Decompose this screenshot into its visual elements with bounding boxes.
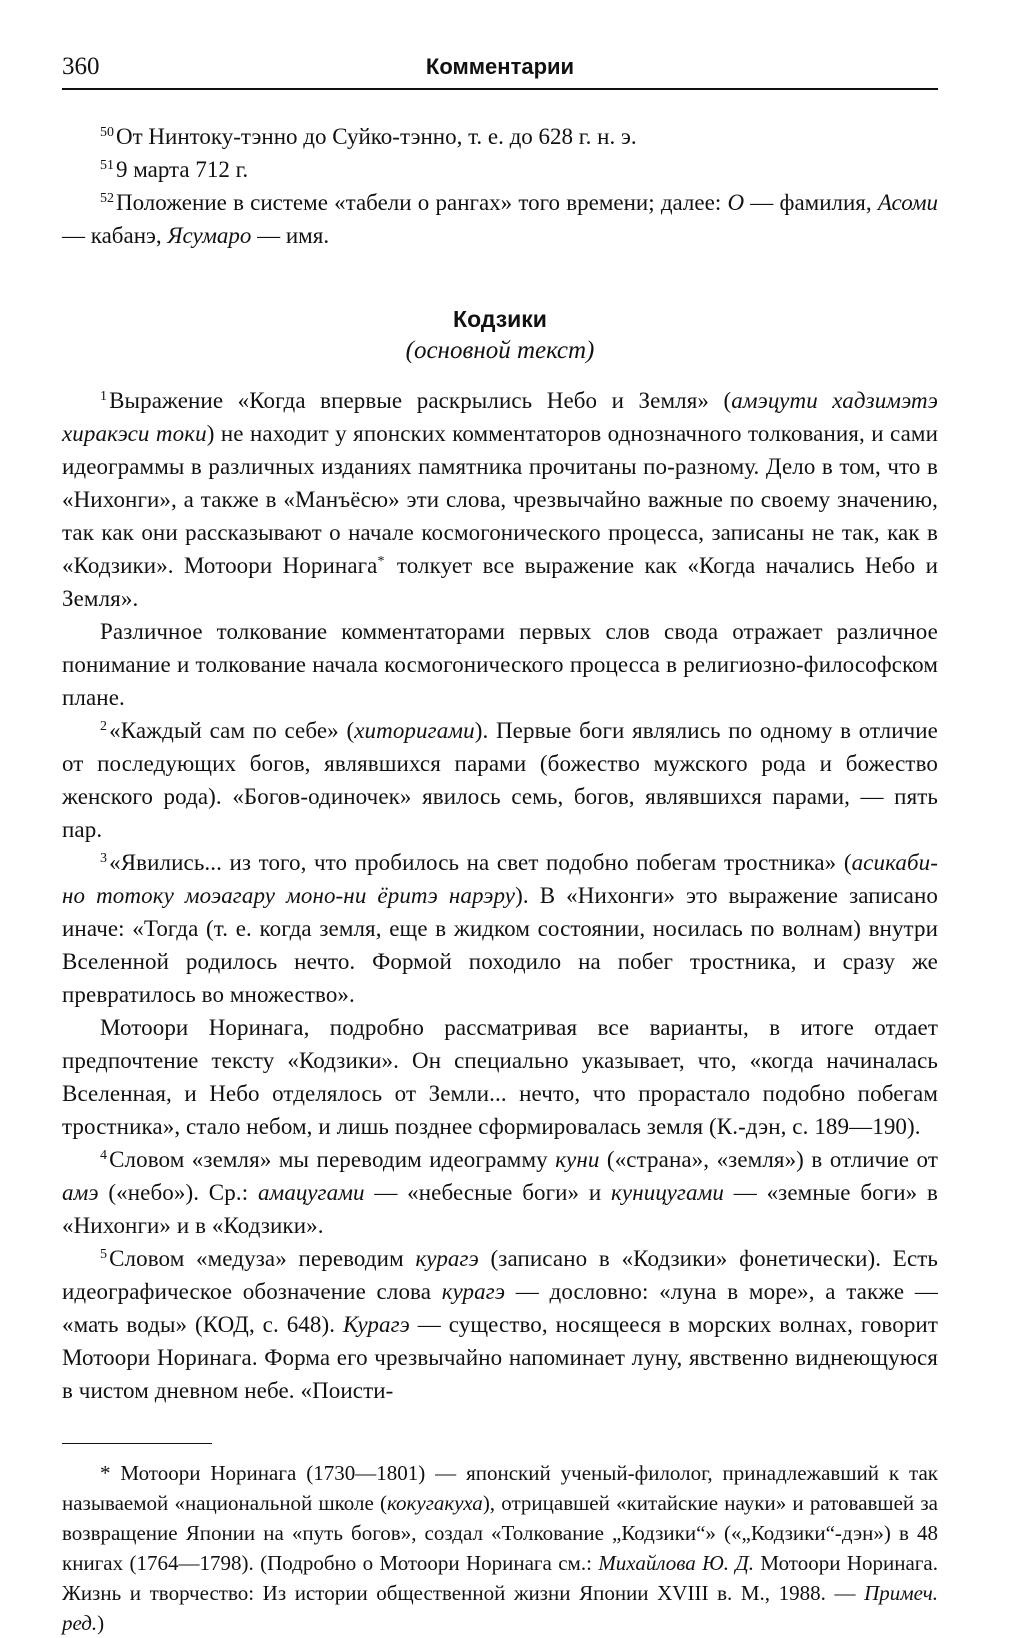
comment-4: $^4$Словом «земля» мы переводим идеограмму куни («страна», «земля») в отличие от амэ («небо»). Ср.: амацугами — «небесные боги» и куницугами — «земные боги» в «Нихонги» и в «Кодзики». xyxy=(62,1147,938,1238)
footnote-divider xyxy=(62,1443,212,1444)
note-52: $^{52}$Положение в системе «табели о рангах» того времени; далее: О — фамилия, Асоми — кабанэ, Ясумаро — имя. xyxy=(62,190,938,248)
note-51: $^{51}$9 марта 712 г. xyxy=(100,157,249,182)
comment-2: $^2$«Каждый сам по себе» (хиторигами). Первые боги являлись по одному в отличие от последующих богов, являвшихся парами (божество мужского рода и божество женского рода). «Богов-одиночек» явилось семь, богов, являвшихся парами, — пять пар. xyxy=(62,718,938,842)
footnote-marker: * xyxy=(377,554,385,569)
comment-5: $^5$Словом «медуза» переводим курагэ (записано в «Кодзики» фонетически). Есть идеографическое обозначение слова курагэ — дословно: «луна в море», а также — «мать воды» (КОД, с. 648). Курагэ — существо, носящееся в морских волнах, говорит Мотоори Норинага. Форма его чрезвычайно напоминает луну, явственно виднеющуюся в чистом дневном небе. «Поисти- xyxy=(62,1246,939,1403)
section-subtitle: (основной текст) xyxy=(405,337,595,364)
running-header xyxy=(62,48,938,90)
page-number: 360 xyxy=(62,53,100,80)
comment-3-continued: Мотоори Норинага, подробно рассматривая все варианты, в итоге отдает предпочтение тексту «Кодзики». Он специально указывает, что, «когда начиналась Вселенная, и Небо отделялось от Земли... нечто, что прорастало подобно побегам тростника», стало небом, и лишь позднее сформировалась земля (К.-дэн, с. 189—190). xyxy=(62,1015,938,1139)
note-50: $^{50}$От Нинтоку-тэнно до Суйко-тэнно, т. е. до 628 г. н. э. xyxy=(100,124,637,149)
comment-1-continued: Различное толкование комментаторами первых слов свода отражает различное понимание и толкование начала космогонического процесса в религиозно-философском плане. xyxy=(62,619,938,710)
continued-notes xyxy=(62,120,938,252)
section-title: Кодзики xyxy=(453,306,547,332)
running-title: Комментарии xyxy=(425,54,575,79)
comment-1: $^1$Выражение «Когда впервые раскрылись Небо и Земля» (амэцути хадзимэтэ хиракэси токи) не находит у японских комментаторов однозначного толкования, и сами идеограммы в различных изданиях памятника прочитаны по-разному. Дело в том, что в «Нихонги», а также в «Манъёсю» эти слова, чрезвычайно важные по своему значению, так как они рассказывают о начале космогонического процесса, записаны не так, как в «Кодзики». Мотоори Норинага* толкует все выражение как «Когда начались Небо и Земля». xyxy=(62,388,938,611)
commentary-body xyxy=(62,384,938,1407)
footnote xyxy=(62,1458,938,1638)
footnote-text: * Мотоори Норинага (1730—1801) — японский ученый-филолог, принадлежавший к так называемой «национальной школе (кокугакуха), отрицавшей «китайские науки» и ратовавшей за возвращение Японии на «путь богов», создал «Толкование „Кодзики“» («„Кодзики“-дэн») в 48 книгах (1764—1798). (Подробно о Мотоори Норинага см.: Михайлова Ю. Д. Мотоори Норинага. Жизнь и творчество: Из истории общественной жизни Японии XVIII в. М., 1988. — Примеч. ред.) xyxy=(62,1461,938,1635)
comment-3: $^3$«Явились... из того, что пробилось на свет подобно побегам тростника» (асикаби-но тотоку моэагару моно-ни ёритэ нарэру). В «Нихонги» это выражение записано иначе: «Тогда (т. е. когда земля, еще в жидком состоянии, носилась по волнам) внутри Вселенной родилось нечто. Формой походило на побег тростника, и сразу же превратилось во множество». xyxy=(62,850,938,1007)
book-page xyxy=(62,48,939,1635)
